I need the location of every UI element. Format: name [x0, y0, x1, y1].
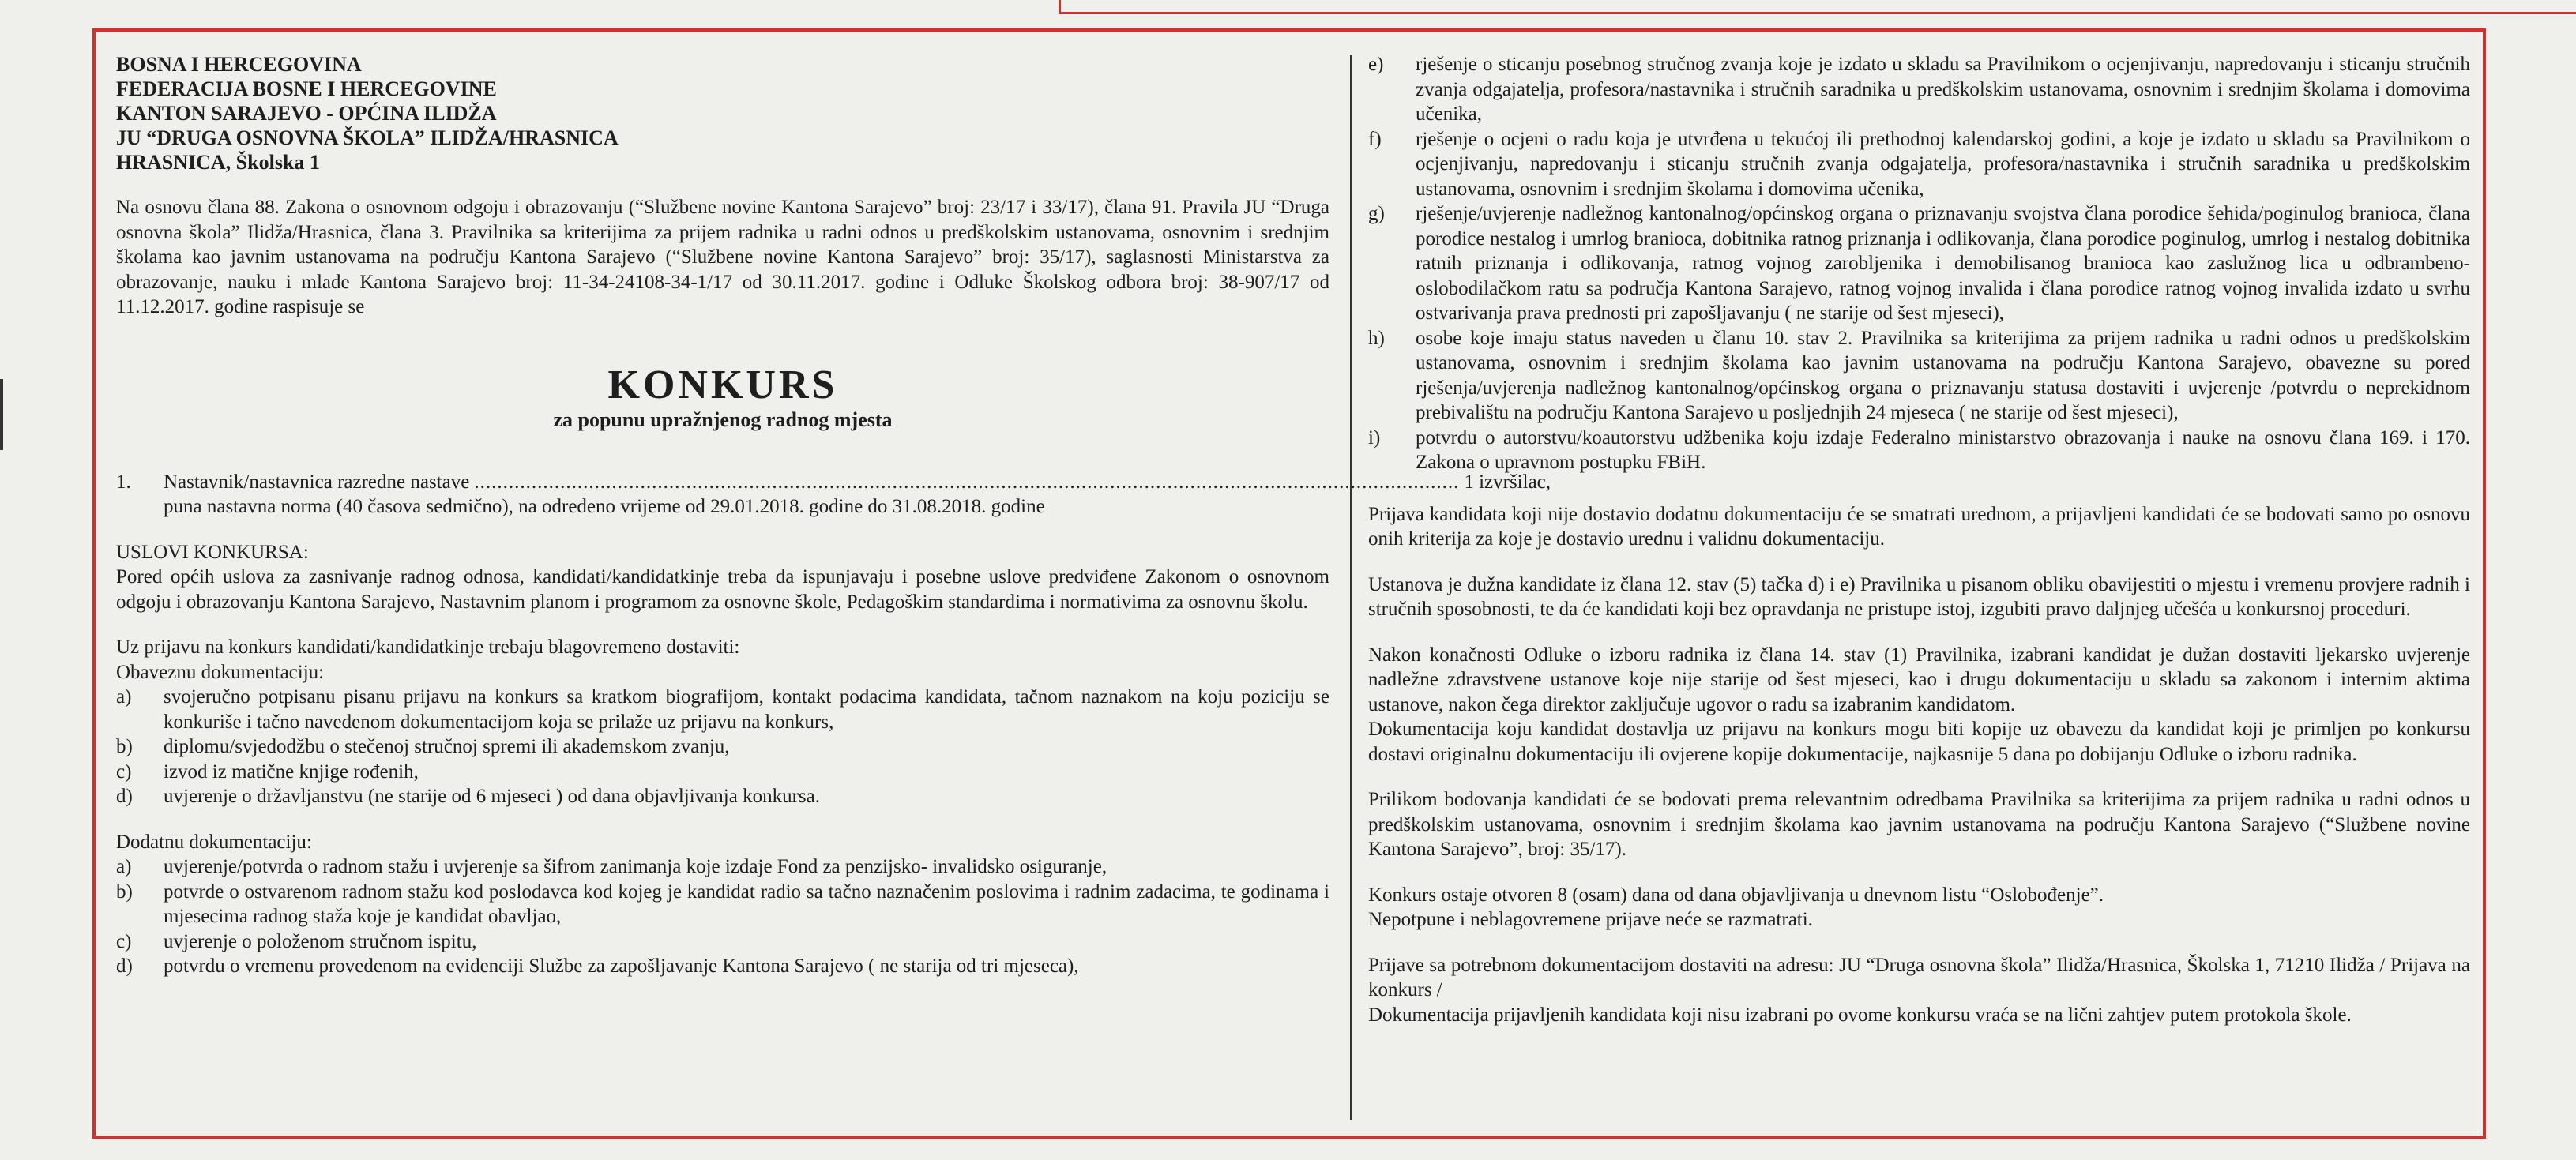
position-detail: puna nastavna norma (40 časova sedmično), na određeno vrijeme od 29.01.2018. godine do 31.08.2018. godine: [164, 496, 1045, 517]
list-item: [116, 954, 1329, 979]
item-text: svojeručno potpisanu pisanu prijavu na konkurs sa kratkom biografijom, kontakt podacima kandidata, tačnom naznakom na koju poziciju se konkuriše i tačno navedenom dokumentacijom koja se prilaže uz prijavu na konkurs,: [164, 686, 1329, 733]
announcement-title: KONKURS: [607, 362, 838, 407]
position-dots: ............................................................................................................................................................................: [474, 471, 1460, 493]
item-text: rješenje o sticanju posebnog stručnog zvanja koje je izdato u skladu sa Pravilnikom o ocjenjivanju, napredovanju i sticanju stručnih zvanja odgajatelja, profesora/nastavnika i stručnih saradnika u predškolskim ustanovama, osnovnim i srednjim školama i domovima učenika,: [1416, 54, 2470, 125]
adjacent-ad-frame: [1059, 0, 2576, 14]
position-count: 1 izvršilac,: [1464, 471, 1551, 493]
position-name: Nastavnik/nastavnica razredne nastave: [164, 471, 470, 493]
list-item: [116, 685, 1329, 734]
list-item: [1368, 127, 2470, 202]
announcement-subtitle: za popunu upražnjenog radnog mjesta: [553, 407, 893, 431]
job-announcement: [92, 28, 2486, 1139]
intro-paragraph: Na osnovu člana 88. Zakona o osnovnom odgoju i obrazovanju (“Službene novine Kantona Sarajevo” broj: 23/17 i 33/17), člana 91. Pravila JU “Druga osnovna škola” Ilidža/Hrasnica, člana 3. Pravilnika sa kriterijima za prijem radnika u radni odnos u predškolskim ustanovama, osnovnim i srednjim školama kao javnim ustanovama na području Kantona Sarajevo (“Službene novine Kantona Sarajevo” broj: 35/17), saglasnosti Ministarstva za obrazovanje, nauku i mlade Kantona Sarajevo broj: 11-34-24108-34-1/17 od 30.11.2017. godine i Odluke Školskog odbora broj: 38-907/17 od 11.12.2017. godine raspisuje se: [116, 197, 1329, 317]
header-line: JU “DRUGA OSNOVNA ŠKOLA” ILIDŽA/HRASNICA: [116, 126, 619, 149]
conditions-text: Pored općih uslova za zasnivanje radnog odnosa, kandidati/kandidatkinje treba da ispunjavaju i posebne uslove predviđene Zakonom o osnovnom odgoju i obrazovanju Kantona Sarajevo, Nastavnim planom i programom za osnovne škole, Pedagoškim standardima i normativima za osnovnu školu.: [116, 566, 1329, 613]
item-label: f): [1368, 128, 1382, 150]
info-paragraph: Nepotpune i neblagovremene prijave neće se razmatrati.: [1368, 909, 1813, 930]
header-line: KANTON SARAJEVO - OPĆINA ILIDŽA: [116, 102, 497, 125]
item-label: i): [1368, 426, 1381, 449]
item-label: c): [116, 930, 132, 952]
item-text: diplomu/svjedodžbu o stečenoj stručnoj spremi ili akademskom zvanju,: [164, 736, 730, 757]
item-label: g): [1368, 203, 1385, 224]
additional-heading: Dodatnu dokumentaciju:: [116, 831, 312, 853]
item-text: uvjerenje o položenom stručnom ispitu,: [164, 930, 477, 952]
item-label: a): [116, 856, 132, 877]
item-label: c): [116, 760, 132, 783]
item-text: potvrde o ostvarenom radnom stažu kod poslodavca kod kojeg je kandidat radio sa tačno naznačenim poslovima i radnim zadacima, te godinama i mjesecima radnog staža koje je kandidat obavljao,: [164, 880, 1329, 927]
list-item: [1368, 326, 2470, 426]
info-paragraph: Dokumentacija prijavljenih kandidata koji nisu izabrani po ovome konkursu vraća se na lični zahtjev putem protokola škole.: [1368, 1004, 2352, 1026]
left-column: [116, 52, 1551, 1124]
list-item: [116, 784, 1329, 809]
info-paragraph: Prijava kandidata koji nije dostavio dodatnu dokumentaciju će se smatrati urednom, a prijavljeni kandidati će se bodovati samo po osnovu onih kriterija za koje je dostavio urednu i validnu dokumentaciju.: [1368, 503, 2470, 550]
list-item: [116, 880, 1329, 929]
column-divider: [1350, 55, 1352, 1120]
address-paragraph: Prijave sa potrebnom dokumentacijom dostaviti na adresu: JU “Druga osnovna škola” Ilidža/Hrasnica, Školska 1, 71210 Ilidža / Prijava na konkurs /: [1368, 954, 2470, 1000]
position-line: [116, 470, 1551, 495]
list-item: [116, 734, 1329, 760]
item-label: d): [116, 955, 133, 977]
list-item: [116, 854, 1329, 880]
info-paragraph: Nakon konačnosti Odluke o izboru radnika iz člana 14. stav (1) Pravilnika, izabrani kandidat je dužan dostaviti ljekarsko uvjerenje nadležne zdravstvene ustanove koje nije starije od šest mjeseci, kao i drugu dokumentaciju u skladu sa zakonom i internim aktima ustanove, nakon čega direktor zaključuje ugovor o radu sa izabranim kandidatom.: [1368, 644, 2470, 715]
conditions-heading: USLOVI KONKURSA:: [116, 541, 309, 563]
item-label: b): [116, 736, 133, 757]
institution-header: [116, 52, 1329, 175]
item-label: a): [116, 686, 132, 708]
info-paragraph: Konkurs ostaje otvoren 8 (osam) dana od dana objavljivanja u dnevnom listu “Oslobođenje”.: [1368, 884, 2104, 906]
info-paragraph: Ustanova je dužna kandidate iz člana 12. stav (5) tačka d) i e) Pravilnika u pisanom obliku obavijestiti o mjestu i vremenu provjere radnih i stručnih sposobnosti, te da će kandidati koji bez opravdanja ne pristupe istoj, izgubiti pravo daljnjeg učešća u konkursnoj proceduri.: [1368, 573, 2470, 620]
item-text: uvjerenje o državljanstvu (ne starije od 6 mjeseci ) od dana objavljivanja konkursa.: [164, 786, 820, 807]
item-text: potvrdu o autorstvu/koautorstvu udžbenika koju izdaje Federalno ministarstvo obrazovanja i nauke na osnovu člana 169. i 170. Zakona o upravnom postupku FBiH.: [1416, 426, 2470, 473]
item-text: potvrdu o vremenu provedenom na evidenciji Službe za zapošljavanje Kantona Sarajevo ( ne starija od tri mjeseca),: [164, 955, 1079, 977]
mandatory-heading: Obaveznu dokumentaciju:: [116, 661, 325, 683]
submit-intro: Uz prijavu na konkurs kandidati/kandidatkinje trebaju blagovremeno dostaviti:: [116, 636, 740, 658]
list-item: [1368, 426, 2470, 475]
header-line: BOSNA I HERCEGOVINA: [116, 53, 362, 76]
item-label: h): [1368, 327, 1385, 349]
item-label: b): [116, 880, 133, 903]
list-item: [1368, 201, 2470, 326]
info-paragraph: Dokumentacija koju kandidat dostavlja uz prijavu na konkurs mogu biti kopije uz obavezu da kandidat koji je primljen po konkursu dostavi originalnu dokumentaciju ili ovjerene kopije dokumentacije, najkasnije 5 dana po dobijanju Odluke o izboru radnika.: [1368, 719, 2470, 765]
item-text: osobe koje imaju status naveden u članu 10. stav 2. Pravilnika sa kriterijima za prijem radnika u radni odnos u predškolskim ustanovama, osnovnim i srednjim školama kao javnim ustanovama na području Kantona Sarajevo, obavezne su pored rješenja/uvjerenja nadležnog kantonalnog/općinskog organa o priznavanju statusa dostaviti i uvjerenje /potvrdu o neprekidnom prebivalištu na području Kantona Sarajevo u posljednjih 24 mjeseca ( ne starije od šest mjeseci),: [1416, 327, 2470, 423]
right-column: [1368, 52, 2470, 1124]
item-label: d): [116, 786, 133, 807]
item-label: e): [1368, 54, 1384, 75]
item-text: uvjerenje/potvrda o radnom stažu i uvjerenje sa šifrom zanimanja koje izdaje Fond za penzijsko- invalidsko osiguranje,: [164, 856, 1107, 877]
position-number: 1.: [116, 471, 131, 493]
item-text: rješenje o ocjeni o radu koja je utvrđena u tekućoj ili prethodnoj kalendarskoj godini, a koje je izdato u skladu sa Pravilnikom o ocjenjivanju, napredovanju i sticanju stručnih zvanja odgajatelja, profesora/nastavnika i stručnih saradnika u predškolskim ustanovama, osnovnim i srednjim školama i domovima učenika,: [1416, 128, 2470, 200]
header-line: HRASNICA, Školska 1: [116, 151, 320, 174]
info-paragraph: Prilikom bodovanja kandidati će se bodovati prema relevantnim odredbama Pravilnika sa kriterijima za prijem radnika u radni odnos u predškolskim ustanovama, osnovnim i srednjim školama kao javnim ustanovama na području Kantona Sarajevo (“Službene novine Kantona Sarajevo”, broj: 35/17).: [1368, 789, 2470, 860]
page-margin-mark: [0, 379, 3, 450]
list-item: [116, 929, 1329, 955]
item-text: rješenje/uvjerenje nadležnog kantonalnog/općinskog organa o priznavanju svojstva člana porodice šehida/poginulog branioca, člana porodice nestalog i umrlog branioca, dobitnika ratnog priznanja i odlikovanja, člana porodice poginulog, umrlog i nestalog dobitnika ratnih priznanja i odlikovanja, ratnog vojnog zarobljenika i demobilisanog branioca kao zaslužnog lica u odbrambeno-oslobodilačkom ratu sa područja Kantona Sarajevo, ratnog vojnog invalida i člana porodice ratnog vojnog invalida izdato u svrhu ostvarivanja prava prednosti pri zapošljavanju ( ne starije od šest mjeseci),: [1416, 203, 2470, 324]
list-item: [1368, 52, 2470, 127]
header-line: FEDERACIJA BOSNE I HERCEGOVINE: [116, 77, 497, 100]
list-item: [116, 760, 1329, 785]
item-text: izvod iz matične knjige rođenih,: [164, 760, 419, 783]
